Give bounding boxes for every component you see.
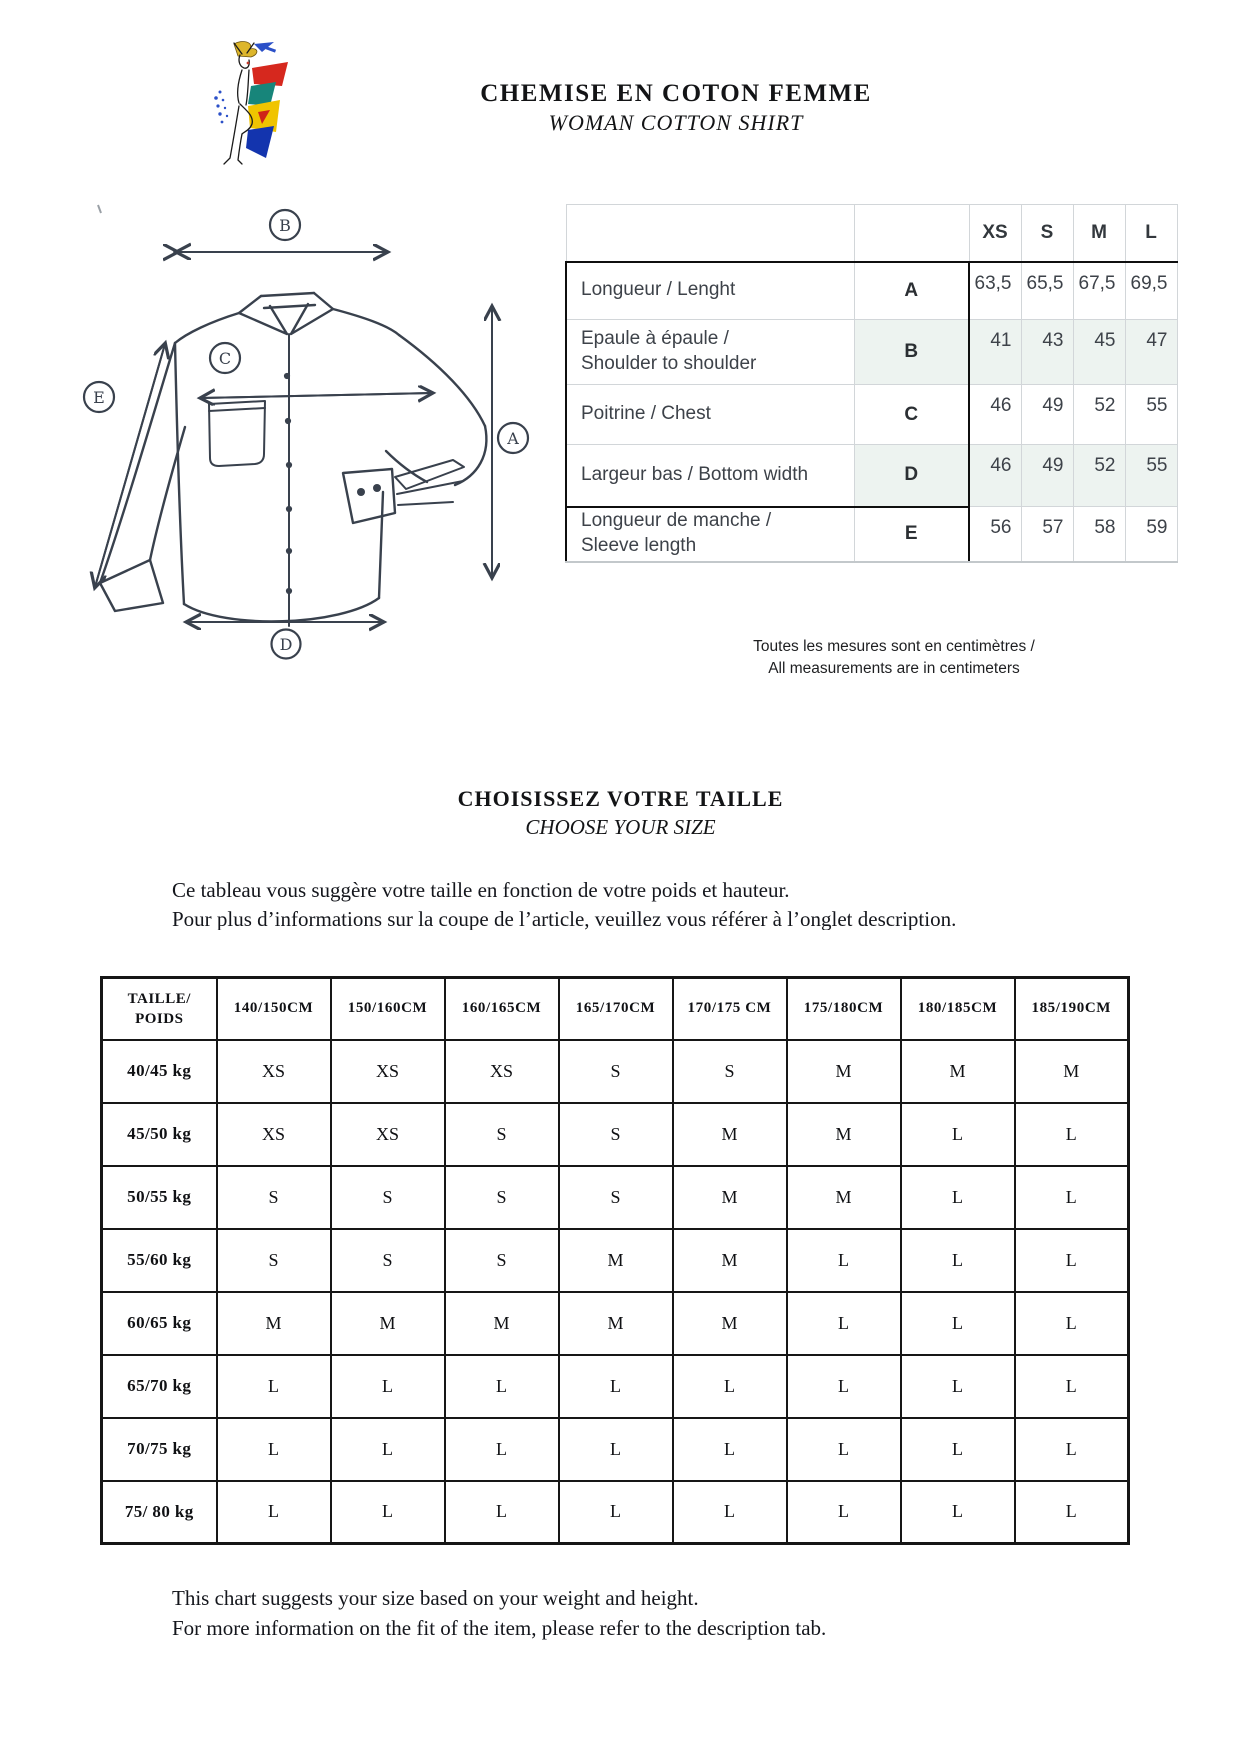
size-value: S [559, 1040, 673, 1103]
shirt-buttons [284, 373, 381, 594]
measurement-value: 52 [1073, 385, 1125, 445]
height-header: 175/180CM [787, 978, 901, 1040]
height-header: 170/175 CM [673, 978, 787, 1040]
measurement-value: 55 [1125, 445, 1177, 507]
corner-header [102, 978, 217, 1040]
size-chart-header-row [102, 978, 1129, 1040]
size-value: S [217, 1166, 331, 1229]
measurement-value: 49 [1021, 445, 1073, 507]
shirt-drawing [100, 293, 486, 626]
size-value: L [1015, 1355, 1129, 1418]
measurement-header-row [566, 205, 1177, 262]
measurement-value: 41 [969, 320, 1021, 385]
weight-label: 60/65 kg [102, 1292, 217, 1355]
weight-label: 65/70 kg [102, 1355, 217, 1418]
measurement-value: 63,5 [969, 262, 1021, 320]
size-value: L [901, 1418, 1015, 1481]
size-chart-row [102, 1481, 1129, 1544]
measurement-label-line: Longueur de manche / [581, 510, 772, 532]
brand-logo [196, 40, 291, 168]
measure-letter-texts [93, 216, 519, 654]
size-value: L [559, 1355, 673, 1418]
measurement-value: 69,5 [1125, 262, 1177, 320]
measurement-label-line: Shoulder to shoulder [581, 353, 757, 374]
size-value: L [1015, 1292, 1129, 1355]
height-header: 160/165CM [445, 978, 559, 1040]
size-intro-line1: Ce tableau vous suggère votre taille en fonction de votre poids et hauteur. [172, 878, 790, 902]
size-value: M [217, 1292, 331, 1355]
size-value: M [787, 1166, 901, 1229]
choose-size-title: CHOISISSEZ VOTRE TAILLE [457, 786, 784, 811]
measurement-table-wrap [565, 204, 1178, 563]
footer-note [172, 1583, 826, 1643]
measure-arrows [95, 252, 492, 622]
size-value: L [787, 1355, 901, 1418]
measurement-value: 43 [1021, 320, 1073, 385]
size-value: L [1015, 1166, 1129, 1229]
size-chart-table [100, 976, 1130, 1545]
header-title-block [340, 80, 1012, 136]
measurement-value: 49 [1021, 385, 1073, 445]
units-note [694, 636, 1094, 680]
size-header-s: S [1021, 205, 1073, 262]
size-value: L [1015, 1481, 1129, 1544]
measurement-value: 58 [1073, 507, 1125, 562]
scan-artifact [98, 205, 101, 213]
measurement-letter: A [854, 262, 969, 320]
units-note-en: All measurements are in centimeters [768, 660, 1020, 677]
units-note-fr: Toutes les mesures sont en centimètres / [753, 638, 1035, 655]
height-header: 180/185CM [901, 978, 1015, 1040]
label-B: B [279, 216, 291, 235]
measurement-value: 55 [1125, 385, 1177, 445]
measurement-value: 59 [1125, 507, 1177, 562]
size-value: L [787, 1418, 901, 1481]
measurement-letter: D [854, 445, 969, 507]
measurement-value: 45 [1073, 320, 1125, 385]
size-value: XS [331, 1103, 445, 1166]
measurement-row [566, 507, 1177, 562]
logo-red-shape [252, 62, 288, 86]
choose-size-heading [0, 786, 1241, 840]
size-value: M [673, 1103, 787, 1166]
measurement-value: 57 [1021, 507, 1073, 562]
measurement-label [566, 320, 854, 385]
size-value: L [445, 1481, 559, 1544]
size-value: L [901, 1355, 1015, 1418]
choose-size-subtitle: CHOOSE YOUR SIZE [525, 815, 716, 839]
size-chart-row [102, 1166, 1129, 1229]
size-value: M [673, 1229, 787, 1292]
label-A: A [507, 429, 519, 448]
size-value: S [445, 1229, 559, 1292]
size-chart-wrap [100, 976, 1130, 1545]
size-value: L [445, 1418, 559, 1481]
height-header: 185/190CM [1015, 978, 1129, 1040]
size-value: L [787, 1481, 901, 1544]
size-value: M [787, 1103, 901, 1166]
page-title: CHEMISE EN COTON FEMME [480, 80, 872, 107]
size-value: L [673, 1355, 787, 1418]
size-value: L [673, 1418, 787, 1481]
measurement-value: 52 [1073, 445, 1125, 507]
footer-line1: This chart suggests your size based on your weight and height. [172, 1586, 699, 1610]
size-value: M [559, 1229, 673, 1292]
measurement-value: 56 [969, 507, 1021, 562]
measurement-row [566, 385, 1177, 445]
measurement-label [566, 385, 854, 445]
size-value: M [901, 1040, 1015, 1103]
size-value: S [331, 1166, 445, 1229]
size-chart-row [102, 1292, 1129, 1355]
size-value: L [787, 1292, 901, 1355]
size-value: L [331, 1355, 445, 1418]
weight-label: 55/60 kg [102, 1229, 217, 1292]
size-value: M [673, 1292, 787, 1355]
logo-blue-shape [246, 126, 274, 158]
weight-label: 45/50 kg [102, 1103, 217, 1166]
page-subtitle: WOMAN COTTON SHIRT [548, 110, 804, 135]
measurement-label [566, 262, 854, 320]
measurement-row [566, 445, 1177, 507]
size-value: L [331, 1418, 445, 1481]
size-header-l: L [1125, 205, 1177, 262]
size-value: XS [331, 1040, 445, 1103]
logo-lips [247, 62, 250, 65]
size-value: L [901, 1292, 1015, 1355]
measurement-label-line: Longueur / Lenght [581, 279, 736, 301]
size-intro-text [172, 876, 1172, 930]
size-chart-row [102, 1418, 1129, 1481]
size-value: L [673, 1481, 787, 1544]
measurement-label-line: Epaule à épaule / [581, 328, 729, 350]
size-value: S [559, 1166, 673, 1229]
height-header: 165/170CM [559, 978, 673, 1040]
size-value: XS [445, 1040, 559, 1103]
size-value: M [331, 1292, 445, 1355]
size-value: L [901, 1481, 1015, 1544]
measurement-letter: E [854, 507, 969, 562]
height-header: 140/150CM [217, 978, 331, 1040]
shirt-measurement-diagram [65, 192, 535, 662]
measure-labels [84, 210, 528, 659]
size-value: L [787, 1229, 901, 1292]
weight-label: 40/45 kg [102, 1040, 217, 1103]
size-value: L [1015, 1103, 1129, 1166]
size-value: L [1015, 1418, 1129, 1481]
size-value: S [445, 1103, 559, 1166]
measurement-label-line: Poitrine / Chest [581, 403, 711, 425]
measurement-row [566, 320, 1177, 385]
measurement-value: 65,5 [1021, 262, 1073, 320]
weight-label: 50/55 kg [102, 1166, 217, 1229]
measurement-value: 67,5 [1073, 262, 1125, 320]
measurement-label [566, 507, 854, 562]
measurement-value: 46 [969, 385, 1021, 445]
header-empty-letter [854, 205, 969, 262]
label-E: E [93, 388, 105, 407]
measurement-value: 47 [1125, 320, 1177, 385]
size-value: L [1015, 1229, 1129, 1292]
header-empty-label [566, 205, 854, 262]
size-value: L [217, 1355, 331, 1418]
size-value: S [445, 1166, 559, 1229]
height-header: 150/160CM [331, 978, 445, 1040]
size-value: L [901, 1103, 1015, 1166]
size-value: S [673, 1040, 787, 1103]
size-value: L [559, 1418, 673, 1481]
size-chart-row [102, 1040, 1129, 1103]
corner-line1: TAILLE/ [127, 990, 191, 1007]
size-value: L [445, 1355, 559, 1418]
measurement-letter: B [854, 320, 969, 385]
size-value: XS [217, 1040, 331, 1103]
size-value: M [787, 1040, 901, 1103]
size-chart-row [102, 1103, 1129, 1166]
size-value: L [217, 1418, 331, 1481]
size-value: M [673, 1166, 787, 1229]
size-value: L [217, 1481, 331, 1544]
size-value: M [559, 1292, 673, 1355]
size-value: L [559, 1481, 673, 1544]
size-value: M [445, 1292, 559, 1355]
weight-label: 75/ 80 kg [102, 1481, 217, 1544]
size-intro-line2: Pour plus d’informations sur la coupe de l’article, veuillez vous référer à l’onglet description. [172, 907, 957, 930]
measurement-letter: C [854, 385, 969, 445]
size-chart-row [102, 1229, 1129, 1292]
measurement-table [565, 204, 1178, 563]
size-value: S [217, 1229, 331, 1292]
size-value: L [901, 1229, 1015, 1292]
size-value: L [901, 1166, 1015, 1229]
measurement-label-line: Largeur bas / Bottom width [581, 463, 809, 485]
size-value: S [559, 1103, 673, 1166]
size-value: L [331, 1481, 445, 1544]
measurement-row [566, 262, 1177, 320]
measurement-label-line: Sleeve length [581, 535, 697, 556]
size-header-m: M [1073, 205, 1125, 262]
measurement-value: 46 [969, 445, 1021, 507]
size-value: M [1015, 1040, 1129, 1103]
size-value: S [331, 1229, 445, 1292]
footer-line2: For more information on the fit of the item, please refer to the description tab. [172, 1616, 827, 1640]
corner-line2: POIDS [135, 1010, 184, 1027]
label-C: C [218, 349, 232, 368]
size-value: XS [217, 1103, 331, 1166]
size-header-xs: XS [969, 205, 1021, 262]
weight-label: 70/75 kg [102, 1418, 217, 1481]
size-chart-row [102, 1355, 1129, 1418]
measurement-label [566, 445, 854, 507]
label-D: D [279, 635, 293, 654]
